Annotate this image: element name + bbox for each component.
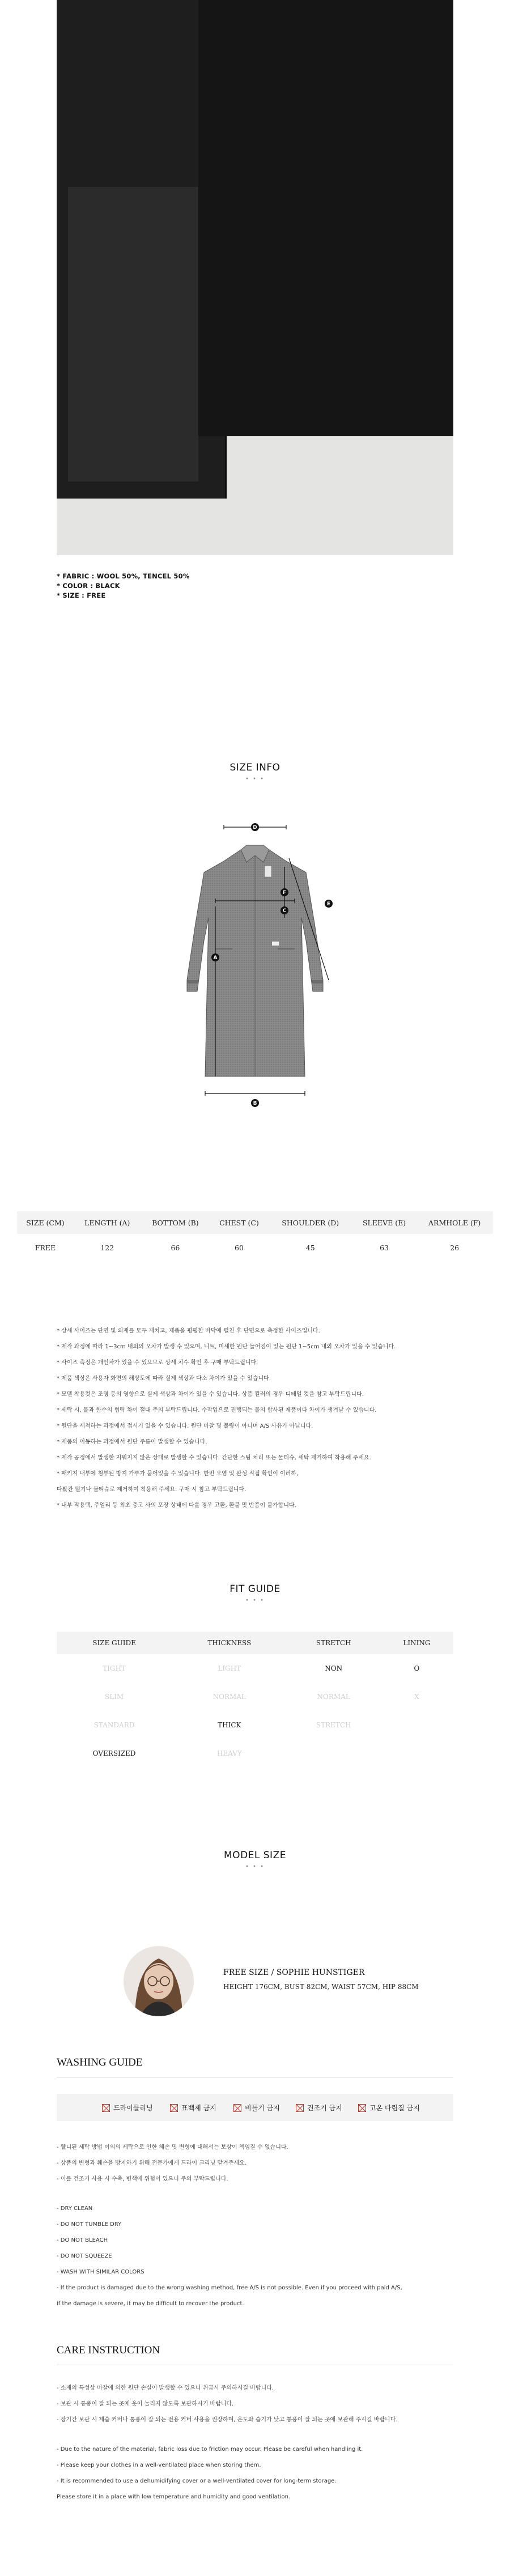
fit-cell: LIGHT	[218, 1664, 241, 1672]
fabric-info: * FABRIC : WOOL 50%, TENCEL 50%	[57, 572, 190, 580]
wash-label: 건조기 금지	[307, 2104, 342, 2112]
fit-cell: SLIM	[104, 1693, 124, 1701]
fit-guide-dots: • • •	[245, 1598, 265, 1604]
table-row	[57, 1683, 453, 1711]
cell: 60	[235, 1243, 244, 1252]
fit-cell: STANDARD	[94, 1721, 135, 1729]
no-wring-icon	[233, 2104, 241, 2112]
wash-item	[296, 2103, 342, 2113]
fit-cell: NON	[325, 1664, 343, 1672]
fit-cell: NORMAL	[317, 1693, 350, 1701]
fit-cell: OVERSIZED	[92, 1749, 136, 1757]
fit-cell: STRETCH	[316, 1721, 351, 1729]
care-line: - Due to the nature of the material, fabric loss due to friction may occur. Please be careful when handling it.	[57, 2446, 363, 2452]
model-size-dots: • • •	[245, 1864, 265, 1870]
fit-guide-title: FIT GUIDE	[230, 1583, 280, 1595]
wash-label: 표백제 금지	[181, 2104, 216, 2112]
wash-line: - 상품의 변형과 훼손을 방지하기 위해 전문가에게 드라이 크리닝 맡겨주세요.	[57, 2160, 246, 2166]
avatar	[124, 1946, 194, 2016]
table-row	[57, 1711, 453, 1739]
fit-cell: X	[414, 1693, 419, 1701]
no-tumble-dry-icon	[296, 2104, 304, 2112]
size-col-size: SIZE (CM)	[17, 1211, 74, 1234]
care-line: - 장기간 보관 시 제습 커버나 통풍이 잘 되는 전용 커버 사용을 권장하며, 온도와 습기가 낮고 통풍이 잘 되는 곳에 보관해 주시길 바랍니다.	[57, 2417, 398, 2423]
size-col-shoulder: SHOULDER (D)	[269, 1211, 352, 1234]
wash-label: 고온 다림질 금지	[369, 2104, 420, 2112]
care-line: - 보관 시 통풍이 잘 되는 곳에 옷이 눌리지 않도록 보관하시기 바랍니다.	[57, 2401, 234, 2407]
cell: FREE	[35, 1243, 56, 1252]
model-name: FREE SIZE / SOPHIE HUNSTIGER	[223, 1968, 365, 1977]
care-instruction-title: CARE INSTRUCTION	[57, 2344, 160, 2356]
wash-line: - 이를 건조기 사용 시 수축, 변색에 위험이 있으니 주의 부탁드립니다.	[57, 2176, 228, 2182]
marker-e-label: E	[326, 901, 331, 907]
note-line: * 제작 공정에서 발생한 지워지지 않은 상태로 발생할 수 있습니다. 간단한 스팀 처리 또는 물티슈, 세탁 제거하여 착용해 주세요.	[57, 1455, 371, 1461]
color-info: * COLOR : BLACK	[57, 582, 120, 590]
fit-col-stretch: STRETCH	[287, 1632, 380, 1654]
fit-cell	[380, 1711, 453, 1739]
size-col-sleeve: SLEEVE (E)	[352, 1211, 416, 1234]
fit-cell: O	[414, 1664, 420, 1672]
no-bleach-icon	[170, 2104, 178, 2112]
fit-cell	[287, 1739, 380, 1768]
note-line: * 사이즈 측정은 개인차가 있을 수 있으므로 상세 치수 확인 후 구매 부탁드립니다.	[57, 1360, 258, 1366]
note-line: * 세탁 시, 물과 함수의 협력 차이 절대 주의 부탁드립니다. 수작업으로 진행되는 물의 합사된 제품이다 차이가 생겨날 수 있습니다.	[57, 1407, 377, 1413]
marker-d-label: D	[253, 825, 257, 831]
fit-cell: TIGHT	[103, 1664, 126, 1672]
fit-cell	[380, 1739, 453, 1768]
fit-cell: THICK	[218, 1721, 241, 1729]
size-info-line: * SIZE : FREE	[57, 591, 106, 599]
cell: 122	[100, 1243, 114, 1252]
fit-col-size-guide: SIZE GUIDE	[57, 1632, 172, 1654]
washing-guide-title: WASHING GUIDE	[57, 2056, 143, 2068]
size-col-length: LENGTH (A)	[74, 1211, 141, 1234]
wash-line: - DO NOT SQUEEZE	[57, 2253, 112, 2259]
wash-line: - 웰니된 세탁 방법 이외의 세탁으로 인한 헤손 및 변형에 대해서는 보상이 책임질 수 없습니다.	[57, 2144, 288, 2151]
fit-table	[57, 1632, 453, 1768]
wash-label: 드라이클리닝	[113, 2104, 153, 2112]
coat-diagram	[153, 810, 357, 1161]
size-col-bottom: BOTTOM (B)	[141, 1211, 210, 1234]
coat-lining	[68, 187, 198, 482]
wash-line: - DRY CLEAN	[57, 2205, 93, 2212]
note-line: * 제작 과정에 따라 1~3cm 내외의 오차가 발생 수 있으며, 니트, 미세한 원단 늘어짐이 있는 원단 1~5cm 내외 오차가 있을 수 있습니다.	[57, 1344, 396, 1350]
note-line: * 내부 작용택, 주얼리 등 최초 충고 사의 포장 상태에 다를 경우 고환, 환불 및 반품이 불가합니다.	[57, 1502, 296, 1509]
table-row	[57, 1739, 453, 1768]
marker-b-label: B	[253, 1101, 257, 1106]
table-row	[17, 1234, 493, 1261]
coat-body	[198, 0, 453, 436]
fit-col-lining: LINING	[380, 1632, 453, 1654]
wash-line: if the damage is severe, it may be difficult to recover the product.	[57, 2301, 244, 2307]
model-size-title: MODEL SIZE	[224, 1850, 286, 1861]
wash-label: 비틀기 금지	[245, 2104, 280, 2112]
fit-col-thickness: THICKNESS	[172, 1632, 287, 1654]
note-line: * 제품의 이동하는 과정에서 원단 주름이 발생할 수 있습니다.	[57, 1439, 207, 1445]
wash-line: - DO NOT TUMBLE DRY	[57, 2221, 122, 2228]
cell: 26	[450, 1243, 460, 1252]
size-table	[17, 1211, 493, 1261]
note-line: 다봤칸 털기나 물티슈로 제거하여 착용해 주세요. 구매 시 참고 부탁드립니다.	[57, 1487, 246, 1493]
note-line: * 제품 색상은 사용자 화면의 해상도에 따라 실제 색상과 다소 차이가 있을 수 있습니다.	[57, 1376, 271, 1382]
note-line: * 원단을 세척하는 과정에서 접시기 있을 수 있습니다. 원단 마찰 및 불량이 아니며 A/S 사유가 아닙니다.	[57, 1423, 313, 1429]
care-line: - It is recommended to use a dehumidifying cover or a well-ventilated cover for long-term storage.	[57, 2478, 337, 2484]
care-line: Please store it in a place with low temperature and humidity and good ventilation.	[57, 2494, 291, 2500]
cell: 45	[305, 1243, 315, 1252]
marker-a-label: A	[213, 955, 218, 961]
size-info-dots: • • •	[245, 776, 265, 782]
no-iron-icon	[358, 2104, 366, 2112]
size-col-armhole: ARMHOLE (F)	[416, 1211, 493, 1234]
wash-line: - WASH WITH SIMILAR COLORS	[57, 2269, 144, 2275]
note-line: * 상세 사이즈는 단면 및 외재를 모두 재치고, 제품을 평평한 바닥에 펼친 후 단면으로 측정한 사이즈입니다.	[57, 1328, 320, 1334]
care-line: - 소재의 특성상 마찰에 의한 원단 손실이 발생할 수 있으니 취급시 주의하시길 바랍니다.	[57, 2385, 274, 2391]
table-row	[57, 1654, 453, 1683]
product-photo	[57, 0, 453, 555]
fit-cell: HEAVY	[216, 1749, 242, 1757]
wash-line: - If the product is damaged due to the wrong washing method, free A/S is not possible. Even if you proceed with paid A/S,	[57, 2285, 402, 2291]
size-col-chest: CHEST (C)	[210, 1211, 268, 1234]
note-line: * 모델 착용컷은 조명 등의 영향으로 실제 색상과 차이가 있을 수 있습니다. 상품 컬러의 경우 디테일 컷을 참고 부탁드립니다.	[57, 1391, 364, 1398]
fit-cell: NORMAL	[212, 1693, 246, 1701]
marker-f-label: F	[282, 890, 287, 896]
cell: 63	[380, 1243, 389, 1252]
wash-item	[233, 2103, 280, 2113]
size-info-title: SIZE INFO	[230, 762, 280, 773]
wash-line: - DO NOT BLEACH	[57, 2237, 108, 2243]
wash-item	[358, 2103, 420, 2113]
wash-item	[170, 2103, 216, 2113]
model-measurements: HEIGHT 176CM, BUST 82CM, WAIST 57CM, HIP 88CM	[223, 1983, 419, 1991]
no-wash-icon	[102, 2104, 110, 2112]
care-line: - Please keep your clothes in a well-ventilated place when storing them.	[57, 2462, 261, 2468]
wash-item	[102, 2103, 153, 2113]
note-line: * 패키지 내부에 첨부된 방지 가루가 묻어있을 수 있습니다. 한번 오염 및 완성 직접 확인이 이러하,	[57, 1471, 299, 1477]
marker-c-label: C	[282, 908, 287, 914]
cell: 66	[171, 1243, 180, 1252]
